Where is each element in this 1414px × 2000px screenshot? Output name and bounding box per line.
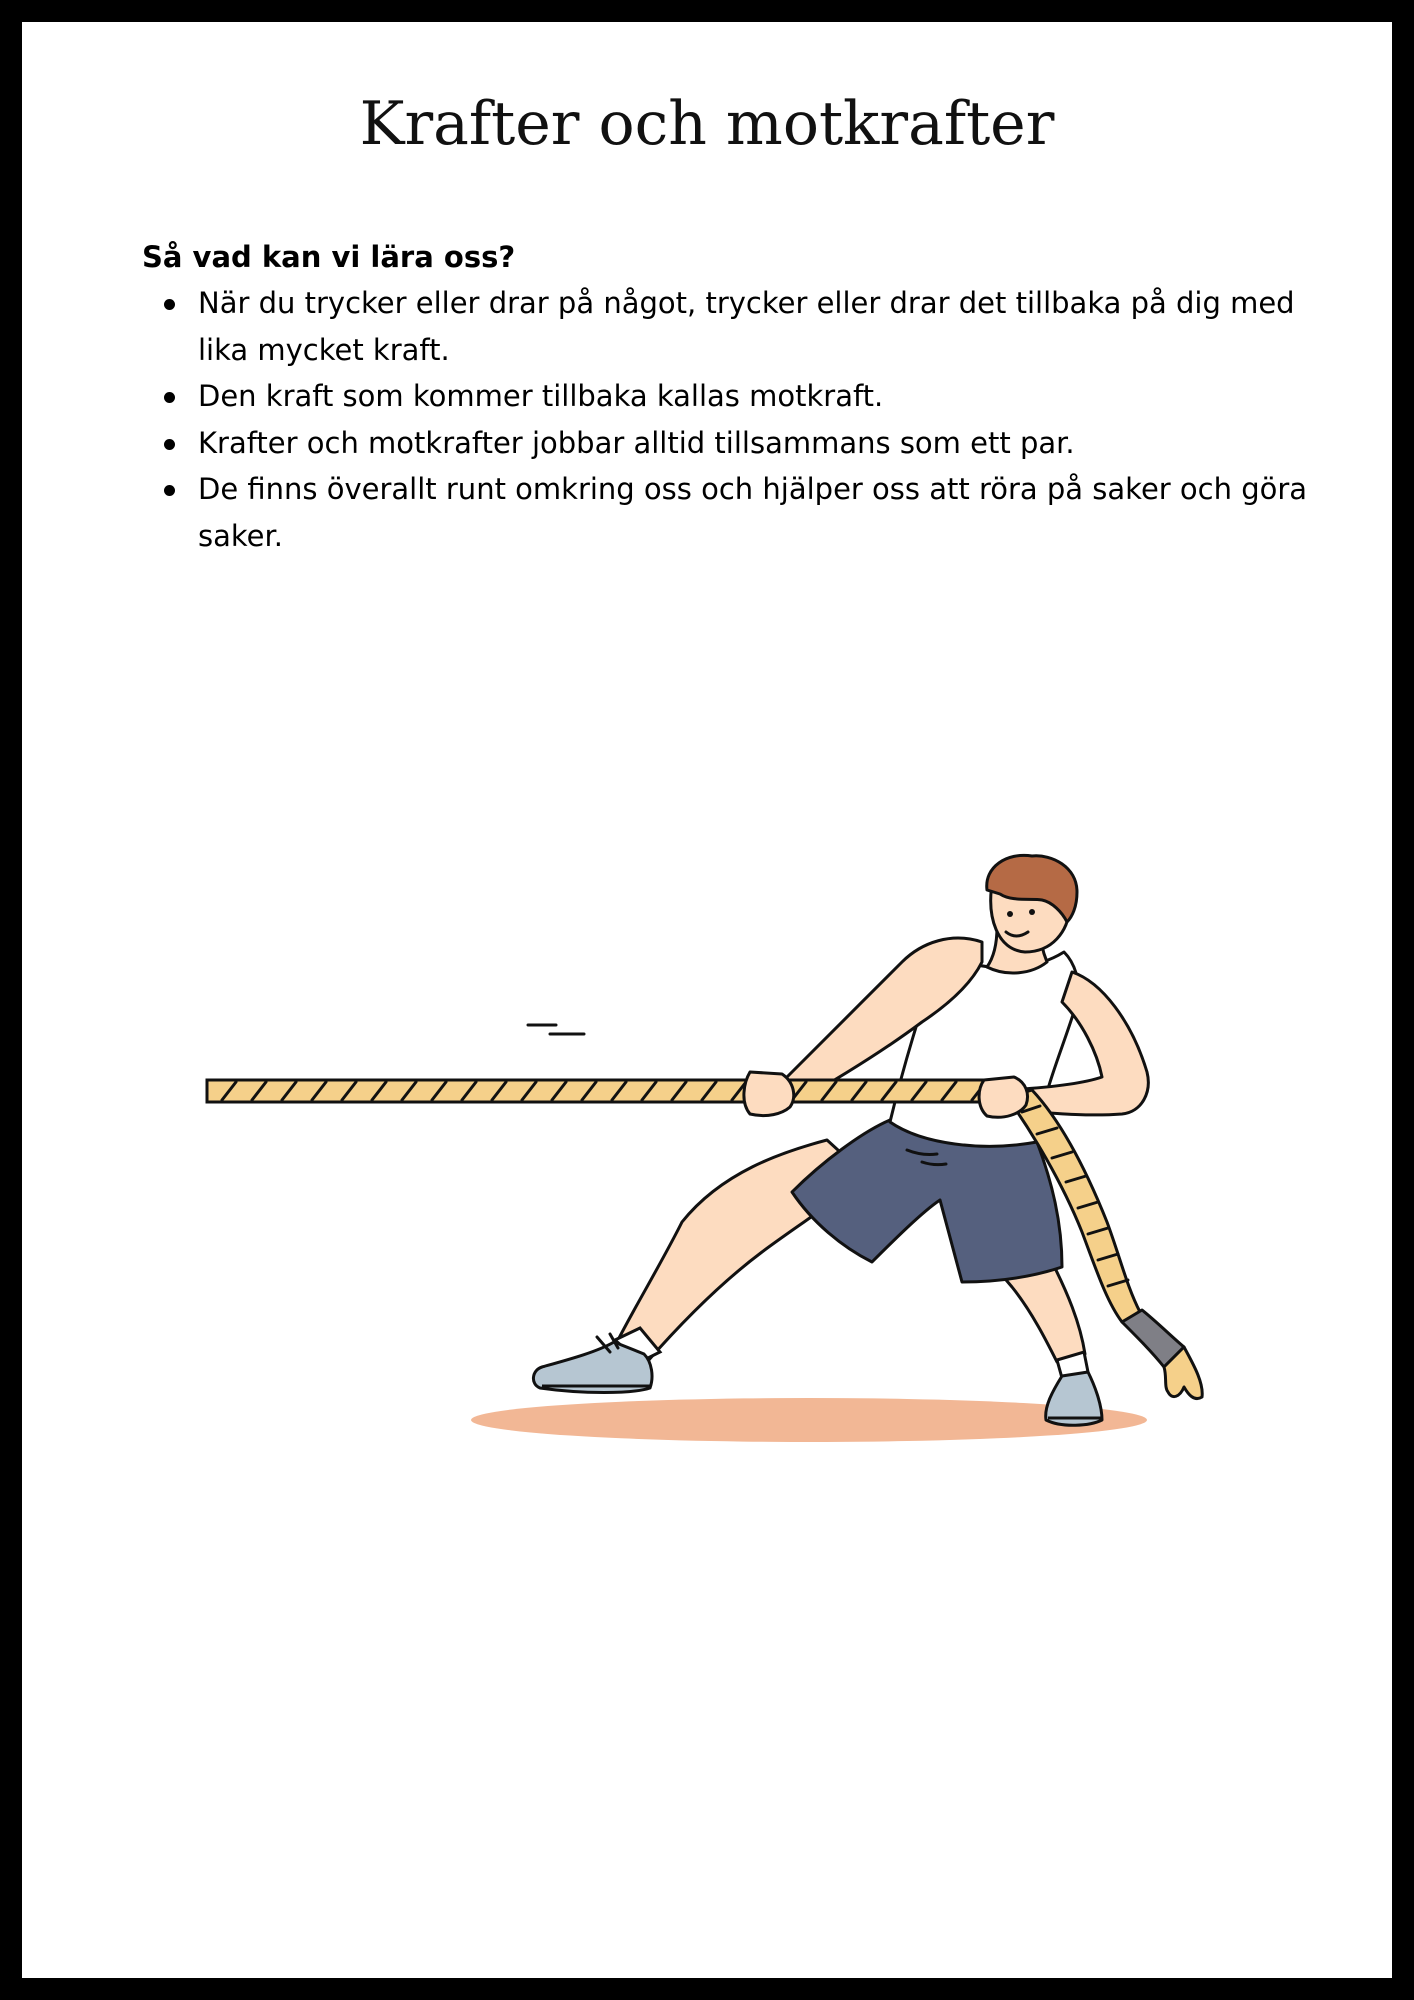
lesson-bullet-text: Krafter och motkrafter jobbar alltid tillsammans som ett par. [198,425,1075,460]
worksheet-page [22,22,1392,1978]
back-hand [744,1072,794,1116]
rope-pulling-illustration [22,22,1392,1978]
lesson-bullet-text: Den kraft som kommer tillbaka kallas motkraft. [198,379,884,413]
page-title: Krafter och motkrafter [359,89,1055,159]
front-hand [979,1077,1027,1117]
lesson-bullet-text: De finns överallt runt omkring oss och hjälper oss att röra på saker och göra saker. [198,472,1308,553]
lesson-heading: Så vad kan vi lära oss? [142,240,516,274]
lesson-bullet-text: När du trycker eller drar på något, trycker eller drar det tillbaka på dig med lika mycket kraft. [198,286,1295,367]
